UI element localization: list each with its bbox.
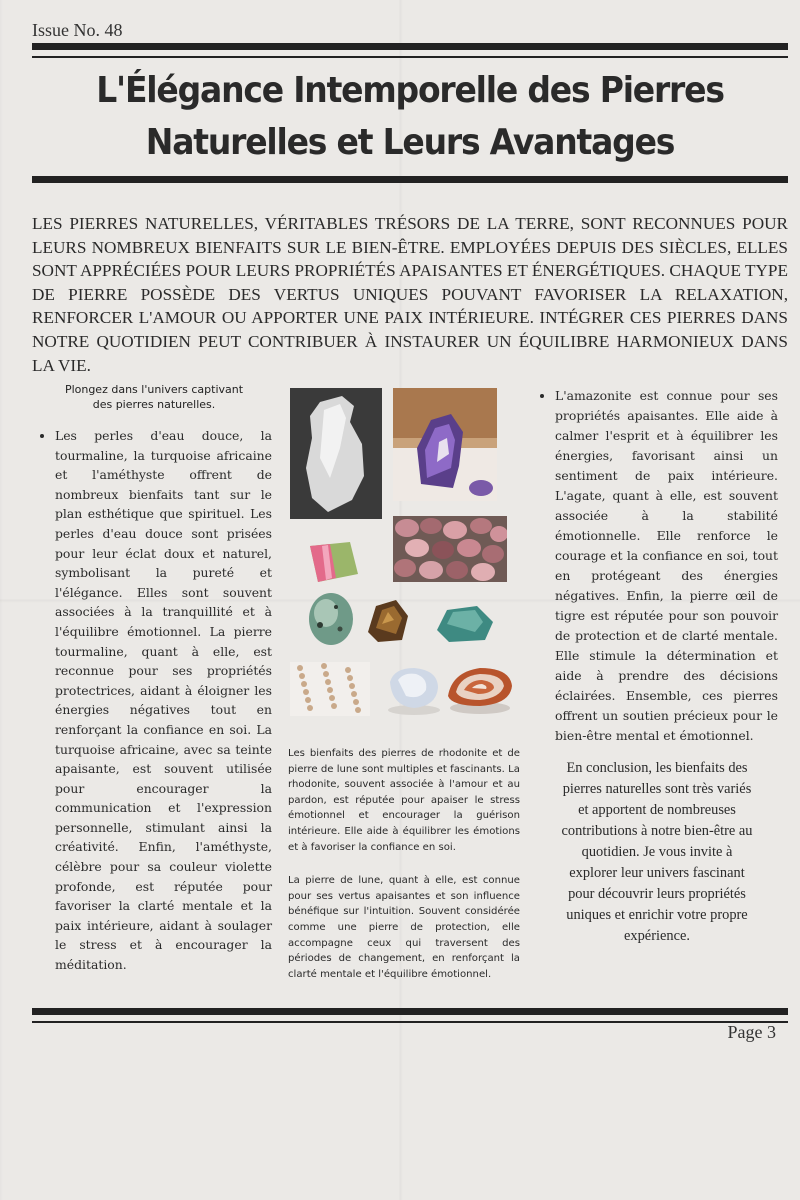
- lede-paragraph: LES PIERRES NATURELLES, VÉRITABLES TRÉSORS DE LA TERRE, SONT RECONNUES POUR LEURS NOMBREUX BIENFAITS SUR LE BIEN-ÊTRE. EMPLOYÉES DEPUIS DES SIÈCLES, ELLES SONT APPRÉCIÉES POUR LEURS PROPRIÉTÉS APAISANTES ET ÉNERGÉTIQUES. CHAQUE TYPE DE PIERRE POSSÈDE DES VERTUS UNIQUES POUVANT FAVORISER LA RELAXATION, RENFORCER L'AMOUR OU APPORTER UNE PAIX INTÉRIEURE. INTÉGRER CES PIERRES DANS NOTRE QUOTIDIEN PEUT CONTRIBUER À INSTAURER UN ÉQUILIBRE HARMONIEUX DANS LA VIE.: [32, 214, 788, 375]
- right-column: [536, 386, 778, 947]
- amazonite-image: [433, 604, 495, 644]
- moonstone-image: [384, 662, 444, 716]
- tourmaline-image: [304, 540, 362, 586]
- left-bullet-item: • Les perles d'eau douce, la tourmaline, la turquoise africaine et l'améthyste offrent de nombreux bienfaits tant sur le plan esthétique que spirituel. Les perles d'eau douce sont prisées pour leur éclat doux et naturel, symbolisant la pureté et l'élégance. Elles sont souvent associées à la tranquillité et à l'équilibre émotionnel. La pierre tourmaline, quant à elle, est reconnue pour ses propriétés protectrices, aidant à éloigner les énergies négatives tout en renforçant la confiance en soi. La turquoise africaine, avec sa teinte apaisante, est souvent utilisée pour encourager la communication et l'expression personnelle, stimulant ainsi la créativité. Enfin, l'améthyste, célèbre pour sa couleur violette profonde, est réputée pour favoriser la clarté mentale et la paix intérieure, aidant à soulager le stress et à encourager la méditation.: [55, 426, 272, 975]
- rhodonite-pile-image: [393, 516, 507, 582]
- title-line-2: Naturelles et Leurs Avantages: [145, 120, 675, 163]
- pearls-image: [290, 662, 370, 716]
- gallery-caption: Plongez dans l'univers captivant des pierres naturelles.: [64, 383, 244, 411]
- amethyst-image: [393, 388, 497, 501]
- header-rule-thick: [32, 43, 788, 50]
- title-rule: [32, 176, 788, 183]
- page-title: [32, 64, 788, 168]
- middle-column: [288, 386, 520, 1000]
- issue-number: Issue No. 48: [32, 20, 123, 40]
- title-line-1: L'Élégance Intemporelle des Pierres: [96, 68, 724, 111]
- quartz-stone-image: [290, 388, 382, 519]
- right-bullet-list: [536, 386, 778, 746]
- footer-rule-thick: [32, 1008, 788, 1015]
- page-number: Page 3: [727, 1022, 776, 1042]
- stone-gallery: [288, 386, 520, 726]
- rhodonite-paragraph: Les bienfaits des pierres de rhodonite et de pierre de lune sont multiples et fascinants. La rhodonite, souvent associée à l'amour et au pardon, est réputée pour apaiser le stress émotionnel et encourager la guérison intérieure. Elle aide à équilibrer les émotions et à favoriser la confiance en soi.: [288, 748, 520, 853]
- conclusion-paragraph: En conclusion, les bienfaits des pierres naturelles sont très variés et apportent de nombreuses contributions à notre bien-être au quotidien. Je vous invite à explorer leur univers fascinant pour découvrir leurs propriétés uniques et enrichir votre propre expérience.: [561, 760, 753, 944]
- left-column: [36, 382, 272, 975]
- moonstone-paragraph: La pierre de lune, quant à elle, est connue pour ses vertus apaisantes et son influence bénéfique sur l'intuition. Souvent considérée comme une pierre de protection, elle accompagne ceux qui traversent des périodes de changement, en renforçant la clarté mentale et l'équilibre émotionnel.: [288, 875, 520, 980]
- tiger-eye-image: [362, 598, 410, 644]
- header-rule-thin: [32, 56, 788, 58]
- right-bullet-item: • L'amazonite est connue pour ses propriétés apaisantes. Elle aide à calmer l'esprit et à équilibrer les énergies, favorisant ainsi un sentiment de paix intérieure. L'agate, quant à elle, est souvent associée à la stabilité émotionnelle. Elle renforce le courage et la confiance en soi, tout en protégeant des énergies négatives. Enfin, la pierre œil de tigre est réputée pour son pouvoir de protection et de clarté mentale. Elle stimule la détermination et aide à prendre des décisions éclairées. Ensemble, ces pierres offrent un soutien précieux pour le bien-être mental et émotionnel.: [555, 386, 778, 746]
- left-bullet-list: [36, 426, 272, 975]
- footer-rule-thin: [32, 1021, 788, 1023]
- african-turquoise-image: [306, 591, 356, 647]
- agate-image: [444, 662, 516, 716]
